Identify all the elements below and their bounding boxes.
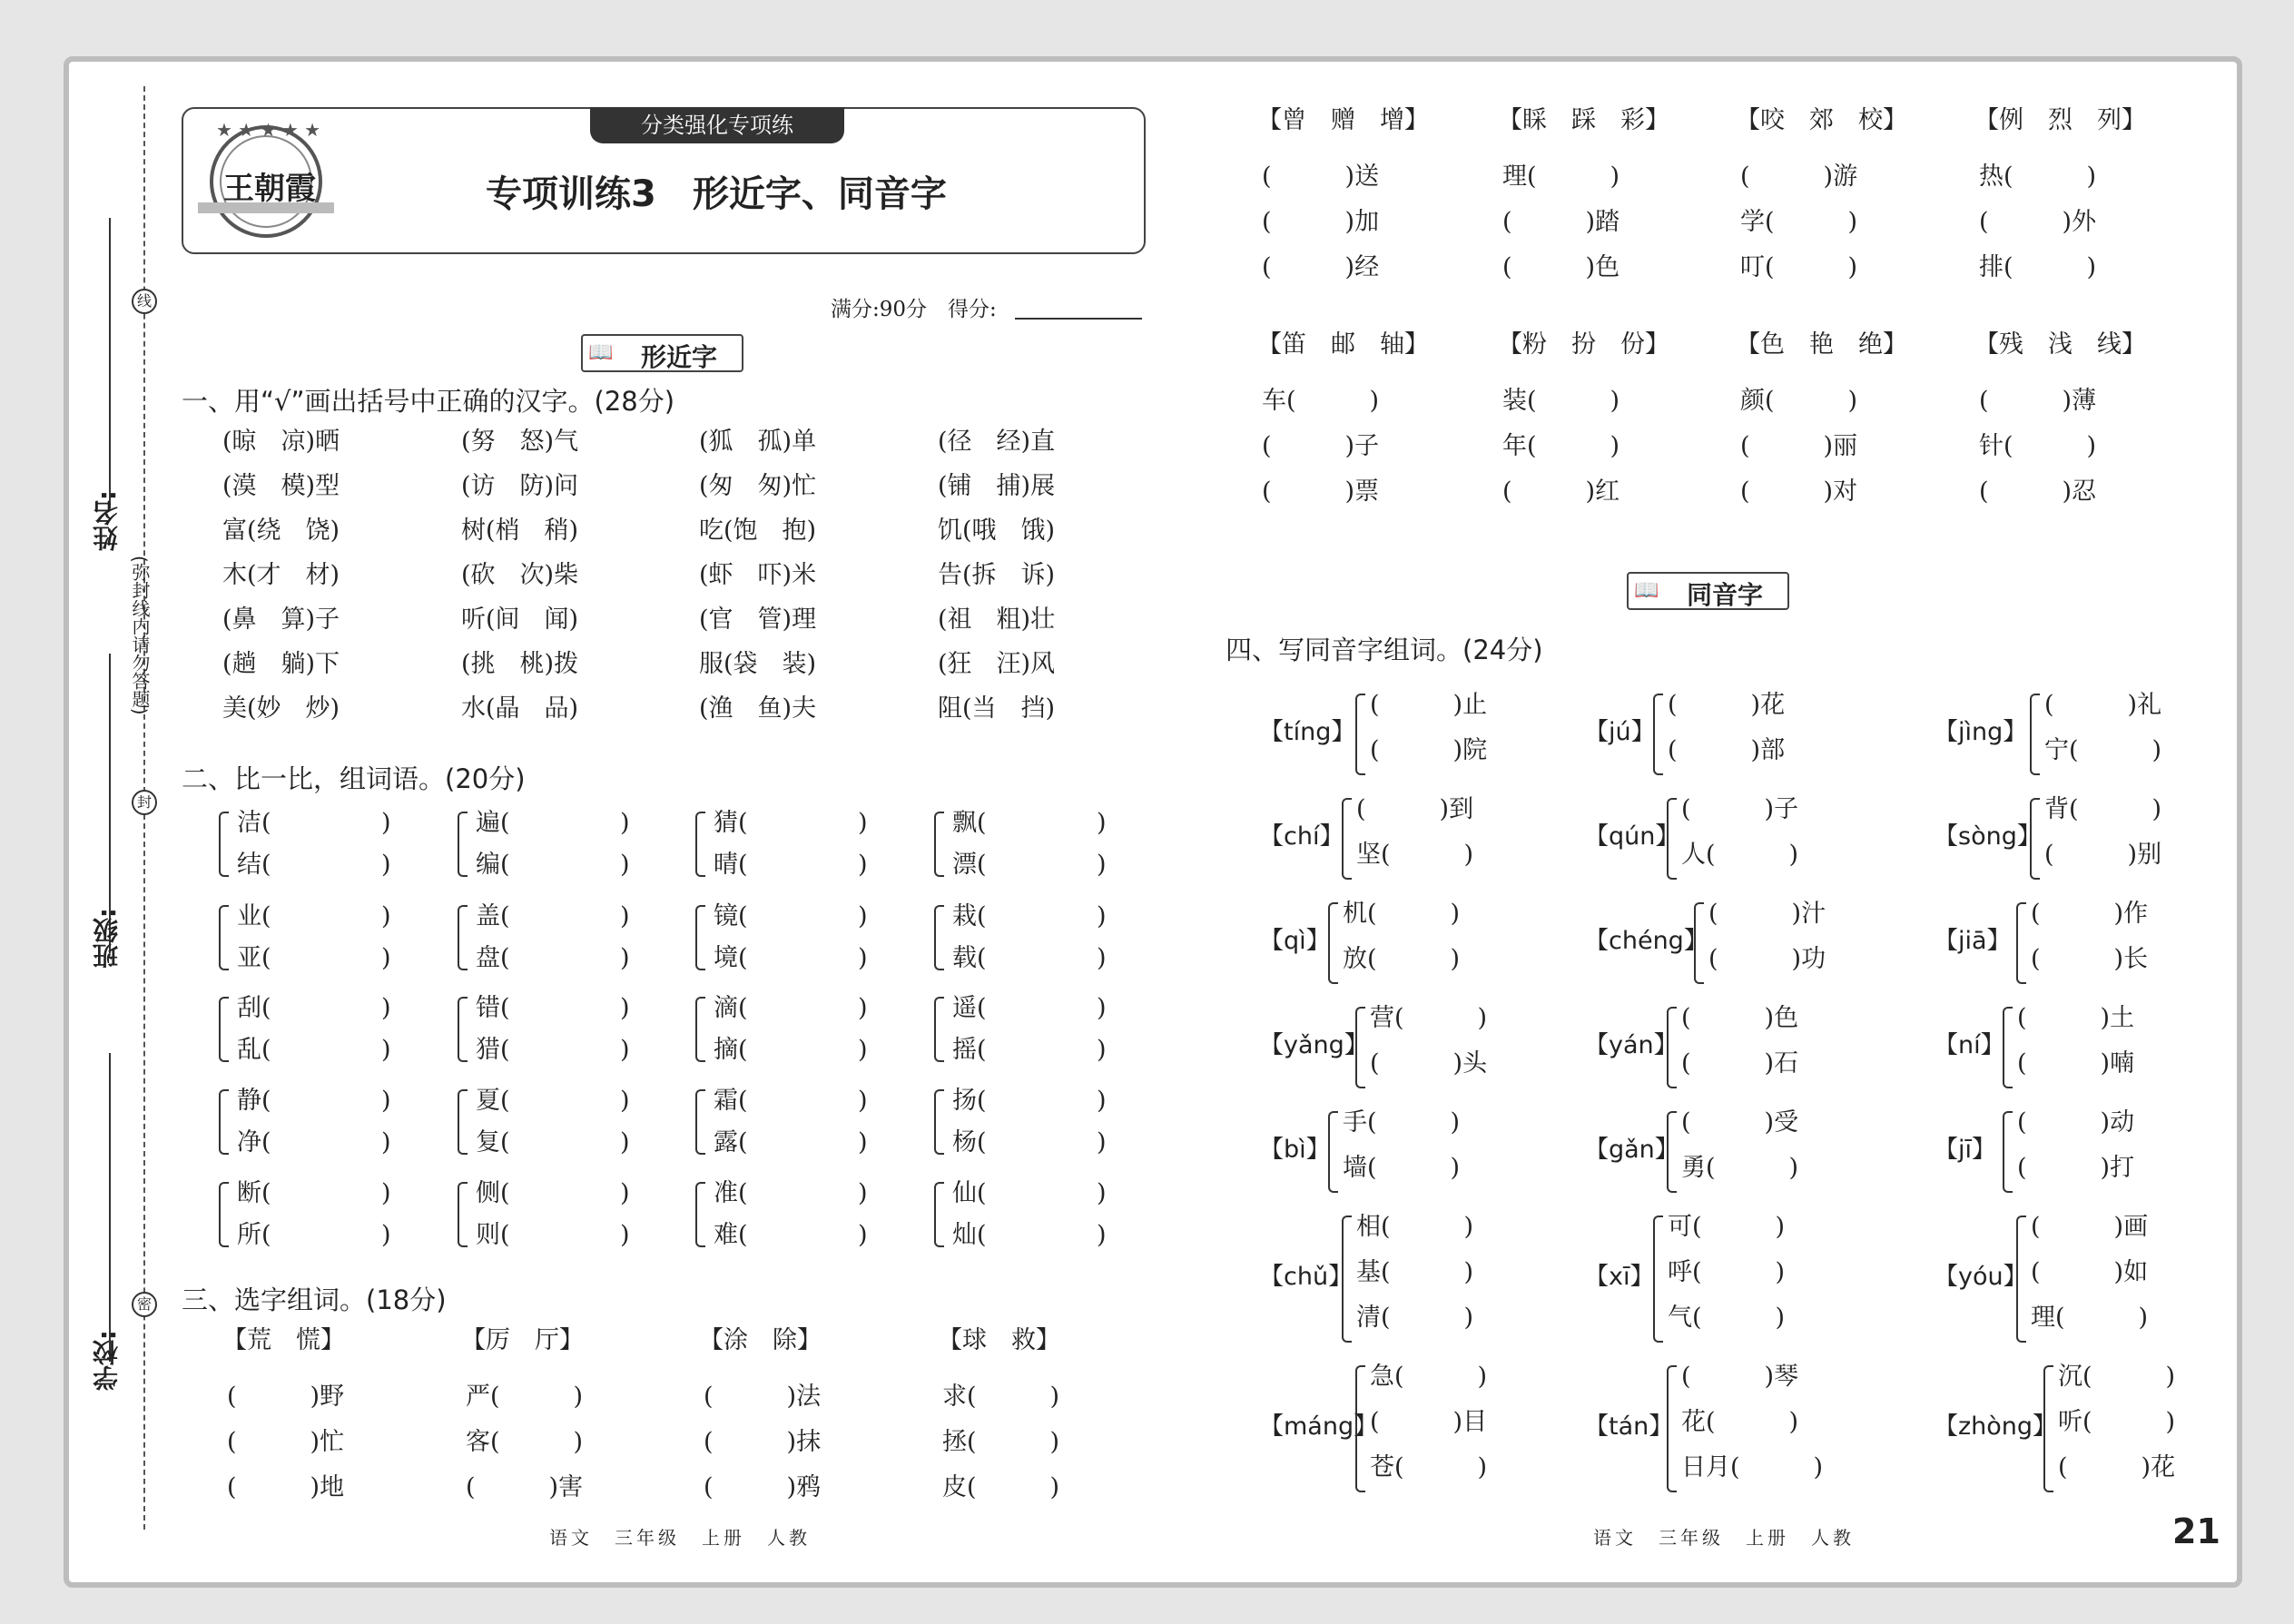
q2-title: 二、比一比，组词语。(20分) (182, 763, 526, 794)
q4-item: 可( ) (1668, 1213, 1786, 1241)
q1-item: 美(妙 炒) (222, 694, 340, 723)
q2-brace (934, 812, 944, 877)
q3-item: ( )害 (466, 1473, 584, 1501)
q4-item: 理( ) (2031, 1304, 2149, 1332)
q2-item: 摘( (714, 1036, 748, 1064)
q3-item: ( )加 (1262, 208, 1380, 236)
q4-pinyin: 【jiā】 (1934, 927, 2012, 955)
q1-item: (狐 孤)单 (699, 428, 817, 456)
q3-item: 理( ) (1502, 162, 1620, 191)
q4-title: 四、写同音字组词。(24分) (1226, 635, 1543, 665)
q1-item: (铺 捕)展 (938, 472, 1056, 500)
q1-item: (鼻 算)子 (222, 605, 340, 634)
q3-item: 热( ) (1979, 162, 2097, 191)
q3-item: 拯( ) (942, 1428, 1060, 1456)
q3-head: 【色 艳 绝】 (1736, 330, 1907, 359)
q2-item-close: ) (381, 851, 391, 879)
q2-item-close: ) (620, 851, 630, 879)
q2-brace (219, 1089, 229, 1155)
q2-item: 摇( (952, 1036, 987, 1064)
q2-item-close: ) (381, 1221, 391, 1249)
q3-item: ( )游 (1740, 162, 1858, 191)
q4-item: 听( ) (2058, 1408, 2176, 1436)
q2-brace (219, 1182, 229, 1247)
q3-head: 【厉 厅】 (461, 1326, 584, 1354)
q3-item: 严( ) (466, 1383, 584, 1411)
q4-brace (1342, 1216, 1352, 1343)
q4-item: ( )头 (1370, 1049, 1488, 1078)
q4-pinyin: 【sòng】 (1934, 822, 2042, 851)
q4-brace (1653, 1216, 1663, 1343)
q2-brace (934, 905, 944, 970)
q2-brace (934, 1182, 944, 1247)
q4-brace (2030, 798, 2040, 880)
q2-item: 霜( (714, 1087, 748, 1115)
q3-item: ( )踏 (1502, 208, 1620, 236)
q1-item: 告(拆 诉) (938, 561, 1056, 589)
q4-brace (1355, 1007, 1365, 1088)
q2-item-close: ) (1097, 944, 1107, 972)
q2-item: 刮( (237, 994, 271, 1022)
q3-item: 学( ) (1740, 208, 1858, 236)
q4-pinyin: 【qì】 (1259, 927, 1331, 955)
q4-item: ( )功 (1708, 945, 1826, 973)
q1-item: (渔 鱼)夫 (699, 694, 817, 723)
q3-head: 【笛 邮 轴】 (1257, 330, 1429, 359)
q4-item: ( )花 (1668, 691, 1786, 719)
q4-item: 沉( ) (2058, 1363, 2176, 1391)
q4-item: 清( ) (1356, 1304, 1474, 1332)
q2-brace (934, 997, 944, 1062)
q2-item: 所( (237, 1221, 271, 1249)
q4-item: ( )目 (1370, 1408, 1488, 1436)
q4-item: ( )礼 (2044, 691, 2162, 719)
q2-brace (695, 1089, 705, 1155)
page-title: 专项训练3 形近字、同音字 (486, 173, 947, 215)
score-underline (1015, 318, 1142, 320)
q2-brace (219, 812, 229, 877)
q1-item: 树(梢 稍) (461, 517, 579, 545)
q3-head: 【涂 除】 (699, 1326, 822, 1354)
q1-item: 富(绕 饶) (222, 517, 340, 545)
q4-item: 墙( ) (1343, 1154, 1461, 1182)
q4-pinyin: 【gǎn】 (1584, 1136, 1679, 1164)
q3-item: 叮( ) (1740, 253, 1858, 281)
q3-item: ( )票 (1262, 477, 1380, 506)
q2-item: 杨( (952, 1128, 987, 1156)
q2-item: 猜( (714, 809, 748, 837)
q3-head: 【例 烈 列】 (1974, 106, 2146, 134)
q1-item: (努 怒)气 (461, 428, 579, 456)
binding-note: (弥封线内请勿答题) (129, 556, 151, 715)
q4-item: ( )子 (1681, 795, 1799, 823)
q2-item-close: ) (1097, 1087, 1107, 1115)
q4-brace (1667, 1365, 1677, 1492)
q4-brace (1667, 798, 1677, 880)
q4-pinyin: 【xī】 (1584, 1263, 1655, 1291)
q2-brace (695, 997, 705, 1062)
q2-item-close: ) (381, 1179, 391, 1207)
q4-item: 急( ) (1370, 1363, 1488, 1391)
q4-pinyin: 【yán】 (1584, 1031, 1679, 1059)
q2-brace (695, 812, 705, 877)
q4-brace (1328, 902, 1338, 984)
q2-item-close: ) (381, 994, 391, 1022)
q1-item: (狂 汪)风 (938, 650, 1056, 678)
q1-item: (匆 匆)忙 (699, 472, 817, 500)
q4-pinyin: 【ní】 (1934, 1031, 2005, 1059)
q2-brace (934, 1089, 944, 1155)
q4-item: ( )止 (1370, 691, 1488, 719)
q2-brace (695, 905, 705, 970)
q2-item: 难( (714, 1221, 748, 1249)
q4-brace (2003, 1007, 2013, 1088)
q4-item: 人( ) (1681, 841, 1799, 869)
q3-item: ( )抹 (704, 1428, 822, 1456)
q2-item: 洁( (237, 809, 271, 837)
q2-item-close: ) (381, 1128, 391, 1156)
q2-item: 夏( (476, 1087, 510, 1115)
q4-brace (1653, 694, 1663, 775)
q4-item: ( )院 (1370, 736, 1488, 764)
book-icon: 📖 (588, 341, 614, 364)
q4-item: 气( ) (1668, 1304, 1786, 1332)
q2-item-close: ) (1097, 1128, 1107, 1156)
q4-item: ( )动 (2017, 1108, 2135, 1137)
q2-item-close: ) (381, 902, 391, 930)
q2-item-close: ) (858, 1036, 868, 1064)
q4-item: ( )别 (2044, 841, 2162, 869)
q4-brace (1342, 798, 1352, 880)
q1-item: (祖 粗)壮 (938, 605, 1056, 634)
q1-item: (径 经)直 (938, 428, 1056, 456)
logo-badge (198, 116, 334, 241)
q4-brace (2016, 1216, 2026, 1343)
q4-brace (1328, 1111, 1338, 1193)
section-xingjin-label: 形近字 (641, 342, 718, 372)
q3-item: 年( ) (1502, 432, 1620, 460)
q2-item-close: ) (858, 1179, 868, 1207)
banner-text: 分类强化专项练 (641, 113, 793, 138)
q2-item-close: ) (1097, 851, 1107, 879)
q4-pinyin: 【jìng】 (1934, 718, 2028, 746)
q2-item: 净( (237, 1128, 271, 1156)
q2-brace (458, 1182, 468, 1247)
q3-head: 【荒 慌】 (222, 1326, 345, 1354)
q2-item-close: ) (1097, 809, 1107, 837)
q2-item-close: ) (858, 1221, 868, 1249)
q4-pinyin: 【yǎng】 (1259, 1031, 1369, 1059)
q2-item-close: ) (858, 902, 868, 930)
q3-item: 针( ) (1979, 432, 2097, 460)
q3-item: ( )地 (227, 1473, 345, 1501)
q4-brace (2030, 694, 2040, 775)
q2-item: 晴( (714, 851, 748, 879)
q2-item: 复( (476, 1128, 510, 1156)
q3-item: ( )外 (1979, 208, 2097, 236)
q4-brace (2003, 1111, 2013, 1193)
footer-right: 语文 三年级 上册 人教 (1593, 1527, 1855, 1549)
q2-brace (458, 997, 468, 1062)
q2-item: 漂( (952, 851, 987, 879)
q2-brace (219, 905, 229, 970)
q4-item: 花( ) (1681, 1408, 1799, 1436)
footer-left: 语文 三年级 上册 人教 (549, 1527, 811, 1549)
q4-item: 机( ) (1343, 900, 1461, 928)
q3-item: 客( ) (466, 1428, 584, 1456)
q2-item-close: ) (620, 1087, 630, 1115)
q4-pinyin: 【tán】 (1584, 1412, 1674, 1441)
q4-pinyin: 【chéng】 (1584, 927, 1708, 955)
q1-item: 饥(哦 饿) (938, 517, 1056, 545)
q2-item: 乱( (237, 1036, 271, 1064)
q2-item-close: ) (620, 1221, 630, 1249)
q2-item-close: ) (620, 1179, 630, 1207)
q2-item-close: ) (620, 944, 630, 972)
q2-item: 仙( (952, 1179, 987, 1207)
q4-pinyin: 【máng】 (1259, 1412, 1379, 1441)
q2-item-close: ) (858, 944, 868, 972)
name-label: 姓名: (92, 490, 122, 552)
q4-brace (1694, 902, 1704, 984)
q2-item: 错( (476, 994, 510, 1022)
q4-item: ( )到 (1356, 795, 1474, 823)
q2-item-close: ) (381, 809, 391, 837)
q2-item-close: ) (858, 851, 868, 879)
secret-mark: 密 (132, 1292, 157, 1317)
q3-item: 颜( ) (1740, 387, 1858, 415)
q4-item: 勇( ) (1681, 1154, 1799, 1182)
q2-brace (458, 812, 468, 877)
q1-item: 水(晶 品) (461, 694, 579, 723)
q2-item: 则( (476, 1221, 510, 1249)
q2-item-close: ) (381, 1036, 391, 1064)
q4-item: 日月( ) (1681, 1453, 1824, 1481)
q4-item: ( )画 (2031, 1213, 2149, 1241)
q4-item: 手( ) (1343, 1108, 1461, 1137)
q4-pinyin: 【chǔ】 (1259, 1263, 1354, 1291)
q2-item-close: ) (1097, 1179, 1107, 1207)
score-text: 满分:90分 得分: (831, 298, 997, 321)
q2-item: 盘( (476, 944, 510, 972)
q3-item: ( )忙 (227, 1428, 345, 1456)
q2-item-close: ) (620, 994, 630, 1022)
q4-pinyin: 【tíng】 (1259, 718, 1356, 746)
q3-item: ( )鸦 (704, 1473, 822, 1501)
q4-brace (1355, 694, 1365, 775)
logo-text: 王朝霞 (223, 171, 316, 207)
school-underline (109, 1053, 111, 1362)
q1-item: (漠 模)型 (222, 472, 340, 500)
q4-item: 宁( ) (2044, 736, 2162, 764)
q2-item: 静( (237, 1087, 271, 1115)
q4-item: ( )色 (1681, 1004, 1799, 1032)
q4-brace (1355, 1365, 1365, 1492)
q2-item-close: ) (381, 1087, 391, 1115)
q4-item: ( )受 (1681, 1108, 1799, 1137)
q2-brace (695, 1182, 705, 1247)
q2-item-close: ) (620, 902, 630, 930)
q3-item: ( )法 (704, 1383, 822, 1411)
q4-item: 放( ) (1343, 945, 1461, 973)
q2-item: 栽( (952, 902, 987, 930)
q2-item-close: ) (858, 994, 868, 1022)
q1-item: (晾 凉)晒 (222, 428, 340, 456)
q3-item: ( )红 (1502, 477, 1620, 506)
q4-item: ( )土 (2017, 1004, 2135, 1032)
q3-item: ( )子 (1262, 432, 1380, 460)
q4-item: 坚( ) (1356, 841, 1474, 869)
q4-item: ( )汁 (1708, 900, 1826, 928)
q3-item: 装( ) (1502, 387, 1620, 415)
q2-brace (458, 1089, 468, 1155)
name-underline (109, 218, 111, 508)
q2-brace (219, 997, 229, 1062)
q2-item: 载( (952, 944, 987, 972)
q4-item: ( )石 (1681, 1049, 1799, 1078)
q4-pinyin: 【jī】 (1934, 1136, 1997, 1164)
q3-item: ( )忍 (1979, 477, 2097, 506)
q3-item: ( )送 (1262, 162, 1380, 191)
q2-item: 准( (714, 1179, 748, 1207)
q4-pinyin: 【qún】 (1584, 822, 1680, 851)
q2-item: 遥( (952, 994, 987, 1022)
q2-item: 滴( (714, 994, 748, 1022)
q4-item: ( )打 (2017, 1154, 2135, 1182)
q2-item: 盖( (476, 902, 510, 930)
q2-item: 飘( (952, 809, 987, 837)
q4-item: ( )如 (2031, 1258, 2149, 1286)
q1-item: (挑 桃)拨 (461, 650, 579, 678)
class-label: 班级: (92, 908, 122, 969)
q1-item: 阻(当 挡) (938, 694, 1056, 723)
q1-item: (趟 躺)下 (222, 650, 340, 678)
q2-item-close: ) (620, 809, 630, 837)
q1-item: 吃(饱 抱) (699, 517, 817, 545)
q4-item: 基( ) (1356, 1258, 1474, 1286)
q3-item: 求( ) (942, 1383, 1060, 1411)
q3-head: 【残 浅 线】 (1974, 330, 2146, 359)
q4-brace (1667, 1111, 1677, 1193)
q2-item-close: ) (1097, 902, 1107, 930)
q2-item: 编( (476, 851, 510, 879)
q2-item: 业( (237, 902, 271, 930)
book-icon: 📖 (1634, 579, 1659, 602)
q2-item: 境( (714, 944, 748, 972)
q2-item: 露( (714, 1128, 748, 1156)
q3-item: ( )对 (1740, 477, 1858, 506)
q2-item-close: ) (1097, 994, 1107, 1022)
q4-item: 相( ) (1356, 1213, 1474, 1241)
q4-pinyin: 【yóu】 (1934, 1263, 2028, 1291)
q3-head: 【球 救】 (938, 1326, 1060, 1354)
q4-item: ( )作 (2031, 900, 2149, 928)
q2-item: 猎( (476, 1036, 510, 1064)
q3-head: 【睬 踩 彩】 (1498, 106, 1669, 134)
q3-item: 皮( ) (942, 1473, 1060, 1501)
q3-item: ( )丽 (1740, 432, 1858, 460)
q4-item: ( )琴 (1681, 1363, 1799, 1391)
banner-tab (590, 107, 844, 143)
q2-item: 扬( (952, 1087, 987, 1115)
q2-item: 遍( (476, 809, 510, 837)
q1-item: (官 管)理 (699, 605, 817, 634)
q4-item: ( )长 (2031, 945, 2149, 973)
school-label: 学校: (92, 1330, 122, 1392)
q4-item: 呼( ) (1668, 1258, 1786, 1286)
svg-text:★ ★ ★ ★ ★: ★ ★ ★ ★ ★ (216, 119, 321, 141)
q4-pinyin: 【zhòng】 (1934, 1412, 2058, 1441)
q3-item: ( )野 (227, 1383, 345, 1411)
q1-item: (访 防)问 (461, 472, 579, 500)
section-tongyin (1627, 572, 1789, 610)
section-tongyin-label: 同音字 (1687, 580, 1764, 610)
q2-item-close: ) (381, 944, 391, 972)
q4-pinyin: 【chí】 (1259, 822, 1344, 851)
q1-item: 听(间 闻) (461, 605, 579, 634)
q3-title: 三、选字组词。(18分) (182, 1284, 447, 1315)
q4-item: 营( ) (1370, 1004, 1488, 1032)
q1-title: 一、用“√”画出括号中正确的汉字。(28分) (182, 386, 675, 417)
q4-item: 背( ) (2044, 795, 2162, 823)
q4-item: 苍( ) (1370, 1453, 1488, 1481)
q4-brace (1667, 1007, 1677, 1088)
line-mark: 线 (132, 289, 157, 314)
q4-brace (2016, 902, 2026, 984)
q2-item-close: ) (858, 1087, 868, 1115)
q2-item: 镜( (714, 902, 748, 930)
q2-item: 亚( (237, 944, 271, 972)
q2-item: 断( (237, 1179, 271, 1207)
q2-item-close: ) (620, 1036, 630, 1064)
q2-item: 侧( (476, 1179, 510, 1207)
page-number: 21 (2172, 1511, 2220, 1551)
q4-item: ( )部 (1668, 736, 1786, 764)
q3-item: ( )薄 (1979, 387, 2097, 415)
q4-item: ( )花 (2058, 1453, 2176, 1481)
q2-item-close: ) (1097, 1221, 1107, 1249)
q2-brace (458, 905, 468, 970)
q4-pinyin: 【jú】 (1584, 718, 1656, 746)
q2-item-close: ) (858, 1128, 868, 1156)
q3-item: 车( ) (1262, 387, 1380, 415)
q2-item: 结( (237, 851, 271, 879)
q1-item: (虾 吓)米 (699, 561, 817, 589)
q3-item: ( )色 (1502, 253, 1620, 281)
q3-head: 【粉 扮 份】 (1498, 330, 1669, 359)
q3-item: ( )经 (1262, 253, 1380, 281)
q3-item: 排( ) (1979, 253, 2097, 281)
q2-item-close: ) (858, 809, 868, 837)
q4-item: ( )喃 (2017, 1049, 2135, 1078)
q3-head: 【曾 赠 增】 (1257, 106, 1429, 134)
q2-item: 灿( (952, 1221, 987, 1249)
seal-mark: 封 (132, 790, 157, 815)
section-xingjin (581, 334, 743, 372)
q1-item: (砍 次)柴 (461, 561, 579, 589)
q2-item-close: ) (1097, 1036, 1107, 1064)
q4-pinyin: 【bì】 (1259, 1136, 1331, 1164)
q3-head: 【咬 郊 校】 (1736, 106, 1907, 134)
q1-item: 木(才 材) (222, 561, 340, 589)
q4-brace (2043, 1365, 2053, 1492)
q2-item-close: ) (620, 1128, 630, 1156)
q1-item: 服(袋 装) (699, 650, 817, 678)
